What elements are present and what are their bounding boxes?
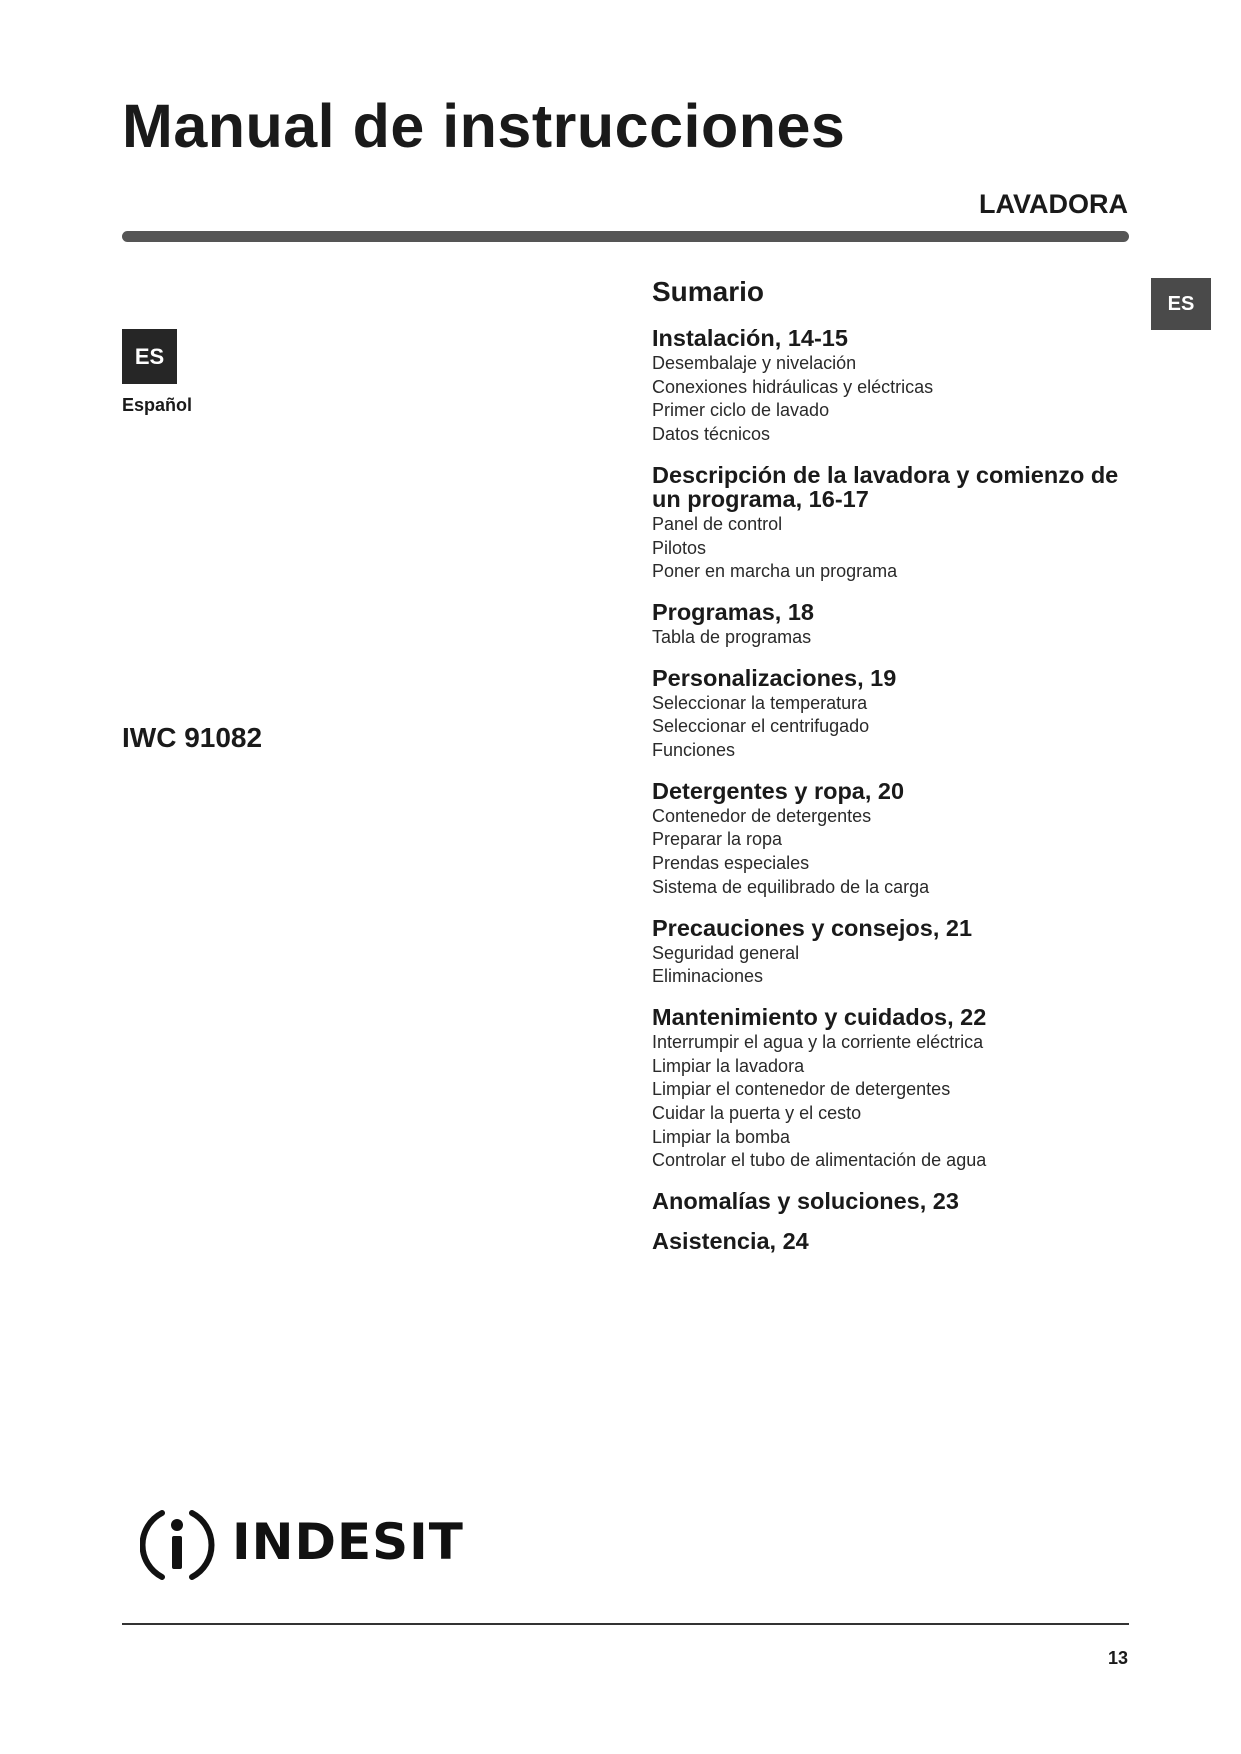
toc-section [652,324,1132,447]
language-name: Español [122,395,193,415]
toc-section [652,664,1132,763]
toc-item: Panel de control [652,513,783,534]
indesit-logo-icon [140,1505,222,1585]
toc-section [652,914,1132,989]
toc-item: Limpiar la bomba [652,1126,791,1147]
toc-section [652,1187,1132,1213]
toc-sections [652,324,1132,1253]
toc-item: Primer ciclo de lavado [652,400,830,421]
language-badge: ES [122,329,177,384]
product-type: LAVADORA [979,189,1128,219]
toc-item: Sistema de equilibrado de la carga [652,876,930,897]
toc-item: Seleccionar el centrifugado [652,716,870,737]
toc-section-title: Instalación, 14-15 [652,325,848,351]
toc-section-title: Mantenimiento y cuidados, 22 [652,1003,987,1030]
toc-item: Funciones [652,740,736,761]
toc-item: Eliminaciones [652,966,764,987]
toc-section [652,1227,1132,1253]
toc-item: Interrumpir el agua y la corriente eléctrica [652,1031,984,1052]
toc-section-title: Anomalías y soluciones, 23 [652,1188,959,1215]
table-of-contents [652,272,1132,1267]
toc-section-title: Personalizaciones, 19 [652,664,897,691]
header-divider [122,231,1129,242]
toc-section [652,777,1132,900]
toc-section [652,1003,1132,1173]
toc-item: Contenedor de detergentes [652,805,872,826]
toc-item: Seguridad general [652,942,800,963]
toc-item: Prendas especiales [652,853,810,874]
toc-item: Limpiar el contenedor de detergentes [652,1079,951,1100]
toc-item: Poner en marcha un programa [652,561,898,582]
toc-item: Preparar la ropa [652,829,783,850]
brand-logo [140,1505,464,1585]
toc-section-title: Programas, 18 [652,598,814,625]
toc-heading: Sumario [652,276,765,307]
toc-item: Pilotos [652,537,707,558]
brand-name: INDESIT [232,1513,464,1571]
toc-section-title: Asistencia, 24 [652,1228,809,1255]
language-tab: ES [1151,278,1211,330]
toc-item: Controlar el tubo de alimentación de agua [652,1150,987,1171]
toc-item: Cuidar la puerta y el cesto [652,1103,862,1124]
document-title: Manual de instrucciones [122,92,846,160]
toc-item: Conexiones hidráulicas y eléctricas [652,376,934,397]
toc-section [652,598,1132,650]
model-number: IWC 91082 [122,722,263,753]
toc-item: Tabla de programas [652,626,812,647]
toc-section [652,461,1132,584]
toc-section-title: Descripción de la lavadora y comienzo de un programa, 16-17 [652,461,1119,512]
footer-divider [122,1623,1129,1625]
toc-section-title: Detergentes y ropa, 20 [652,777,905,804]
toc-item: Desembalaje y nivelación [652,353,857,373]
page-number: 13 [1107,1648,1128,1668]
toc-item: Limpiar la lavadora [652,1055,805,1076]
toc-item: Datos técnicos [652,424,771,445]
toc-section-title: Precauciones y consejos, 21 [652,914,973,941]
toc-item: Seleccionar la temperatura [652,692,868,713]
